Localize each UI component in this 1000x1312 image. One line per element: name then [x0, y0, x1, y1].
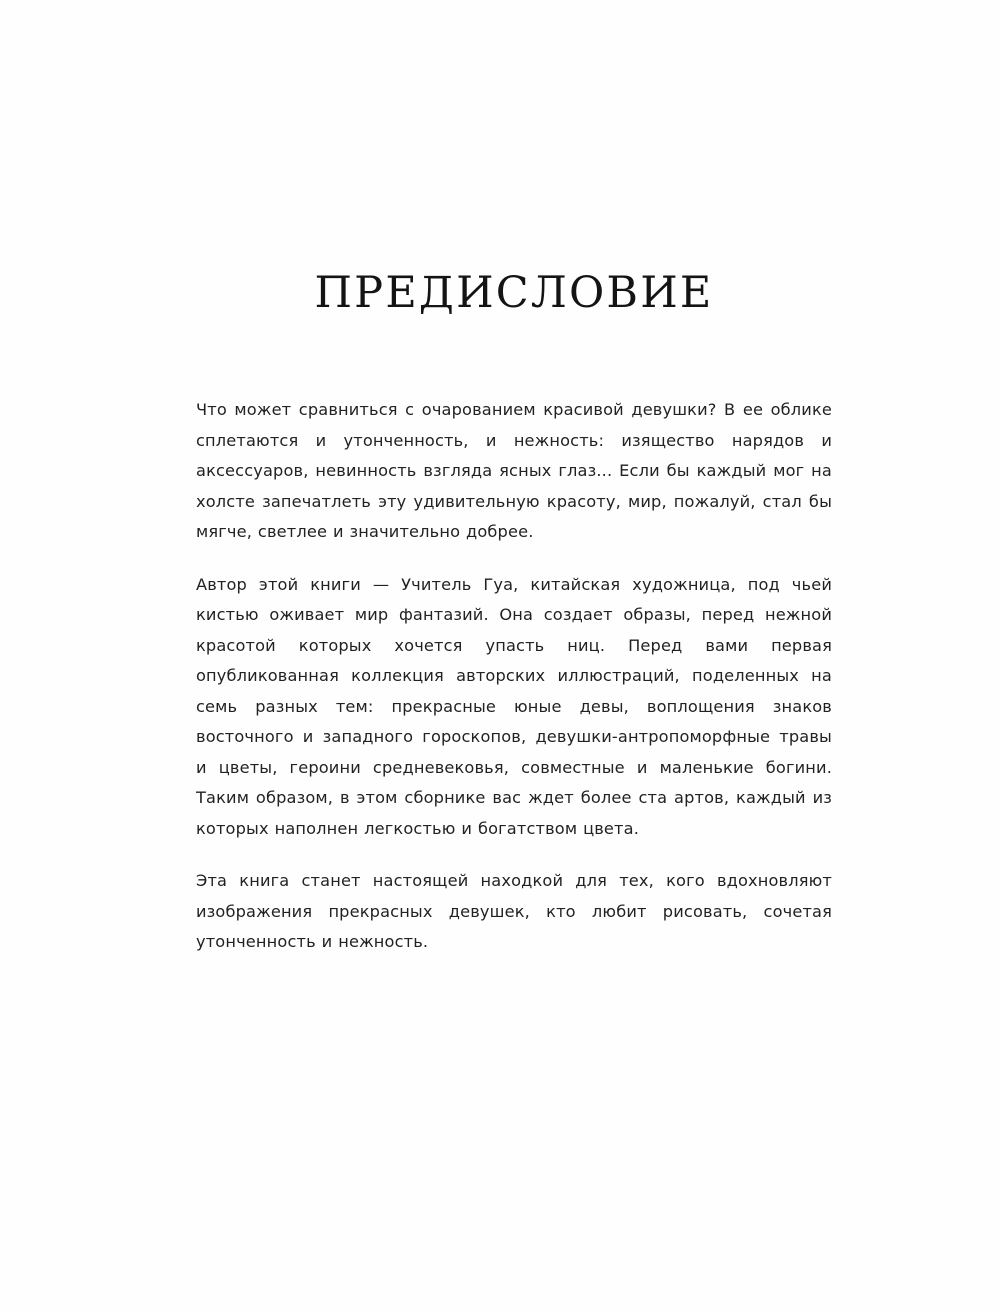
paragraph-1: Что может сравниться с очарованием красивой девушки? В ее облике сплетаются и утонченность, и нежность: изящество нарядов и аксессуаров, невинность взгляда ясных глаз... Если бы каждый мог на холсте запечатлеть эту удивительную красоту, мир, пожалуй, стал бы мягче, светлее и значительно добрее. — [196, 400, 832, 542]
page-title: ПРЕДИСЛОВИЕ — [314, 268, 714, 318]
page-content — [196, 270, 832, 958]
body-text — [196, 395, 832, 958]
paragraph-3: Эта книга станет настоящей находкой для тех, кого вдохновляют изображения прекрасных девушек, кто любит рисовать, сочетая утонченность и нежность. — [196, 871, 832, 952]
paragraph-2: Автор этой книги — Учитель Гуа, китайская художница, под чьей кистью оживает мир фантазий. Она создает образы, перед нежной красотой которых хочется упасть ниц. Перед вами первая опубликованная коллекция авторских иллюстраций, поделенных на семь разных тем: прекрасные юные девы, воплощения знаков восточного и западного гороскопов, девушки-антропоморфные травы и цветы, героини средневековья, совместные и маленькие богини. Таким образом, в этом сборнике вас ждет более ста артов, каждый из которых наполнен легкостью и богатством цвета. — [196, 574, 832, 838]
